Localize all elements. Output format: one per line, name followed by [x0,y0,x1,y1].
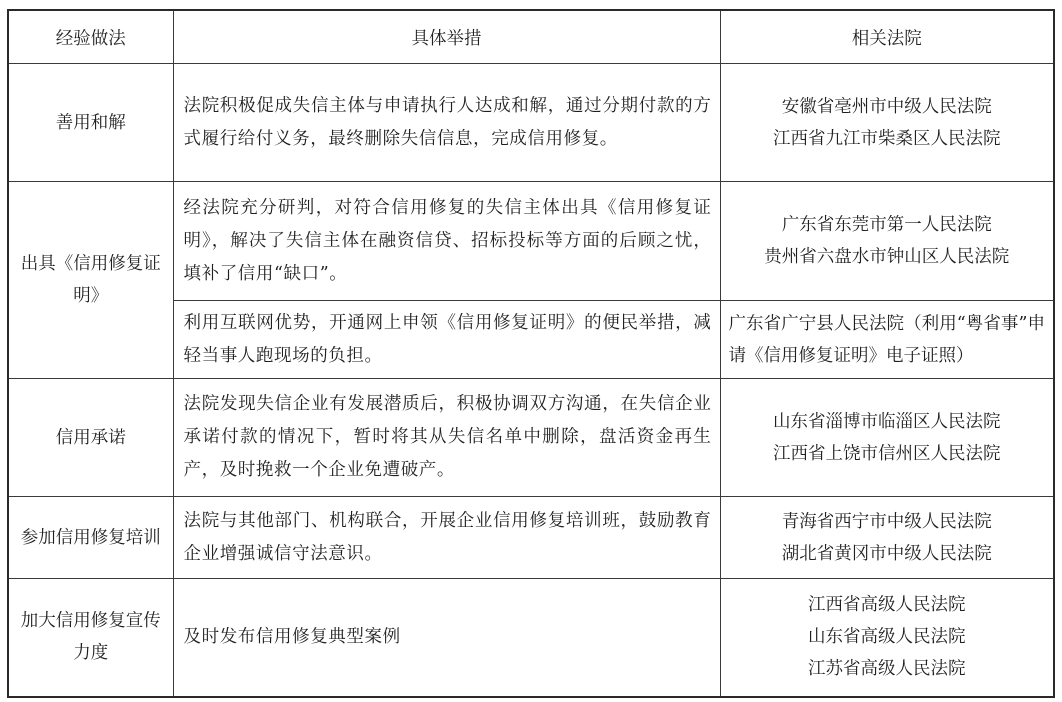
credit-repair-table [7,9,1055,698]
header-courts: 相关法院 [720,10,1054,64]
table-row [8,182,1054,301]
measure-cell: 经法院充分研判，对符合信用修复的失信主体出具《信用修复证明》，解决了失信主体在融资信贷、招标投标等方面的后顾之忧，填补了信用“缺口”。 [173,182,720,301]
table-row [8,497,1054,579]
court-cell [720,497,1054,579]
table-row [8,579,1054,697]
method-cell [8,182,173,379]
method-cell: 加大信用修复宣传力度 [8,579,173,697]
court-name: 江西省高级人民法院 [808,595,966,616]
header-measures: 具体举措 [173,10,720,64]
method-cell: 参加信用修复培训 [8,497,173,579]
method-text: 出具《信用修复证明》 [20,254,161,306]
measure-cell: 法院积极促成失信主体与申请执行人达成和解，通过分期付款的方式履行给付义务，最终删除失信信息，完成信用修复。 [173,64,720,182]
measure-cell: 法院与其他部门、机构联合，开展企业信用修复培训班，鼓励教育企业增强诚信守法意识。 [173,497,720,579]
table-container [7,9,1055,698]
court-name: 江西省九江市柴桑区人民法院 [773,128,1001,149]
court-name: 安徽省亳州市中级人民法院 [781,96,992,117]
header-row [8,10,1054,64]
measure-cell: 法院发现失信企业有发展潜质后，积极协调双方沟通，在失信企业承诺付款的情况下，暂时将其从失信名单中删除，盘活资金再生产，及时挽救一个企业免遭破产。 [173,379,720,497]
court-cell [720,64,1054,182]
court-name: 山东省高级人民法院 [808,627,966,648]
method-cell: 善用和解 [8,64,173,182]
table-row [8,379,1054,497]
court-name: 广东省东莞市第一人民法院 [781,215,992,235]
court-name: 江苏省高级人民法院 [808,659,966,680]
header-method: 经验做法 [8,10,173,64]
court-cell [720,579,1054,697]
court-cell [720,182,1054,301]
court-name: 湖北省黄冈市中级人民法院 [781,543,992,564]
measure-cell: 及时发布信用修复典型案例 [173,579,720,697]
court-cell: 广东省广宁县人民法院（利用“粤省事”申请《信用修复证明》电子证照） [720,301,1054,379]
measure-cell: 利用互联网优势，开通网上申领《信用修复证明》的便民举措，减轻当事人跑现场的负担。 [173,301,720,379]
method-cell: 信用承诺 [8,379,173,497]
court-name: 贵州省六盘水市钟山区人民法院 [764,247,1010,267]
court-cell [720,379,1054,497]
court-name: 青海省西宁市中级人民法院 [781,511,992,532]
table-row [8,64,1054,182]
court-name: 山东省淄博市临淄区人民法院 [773,411,1001,432]
court-name: 江西省上饶市信州区人民法院 [773,443,1001,464]
